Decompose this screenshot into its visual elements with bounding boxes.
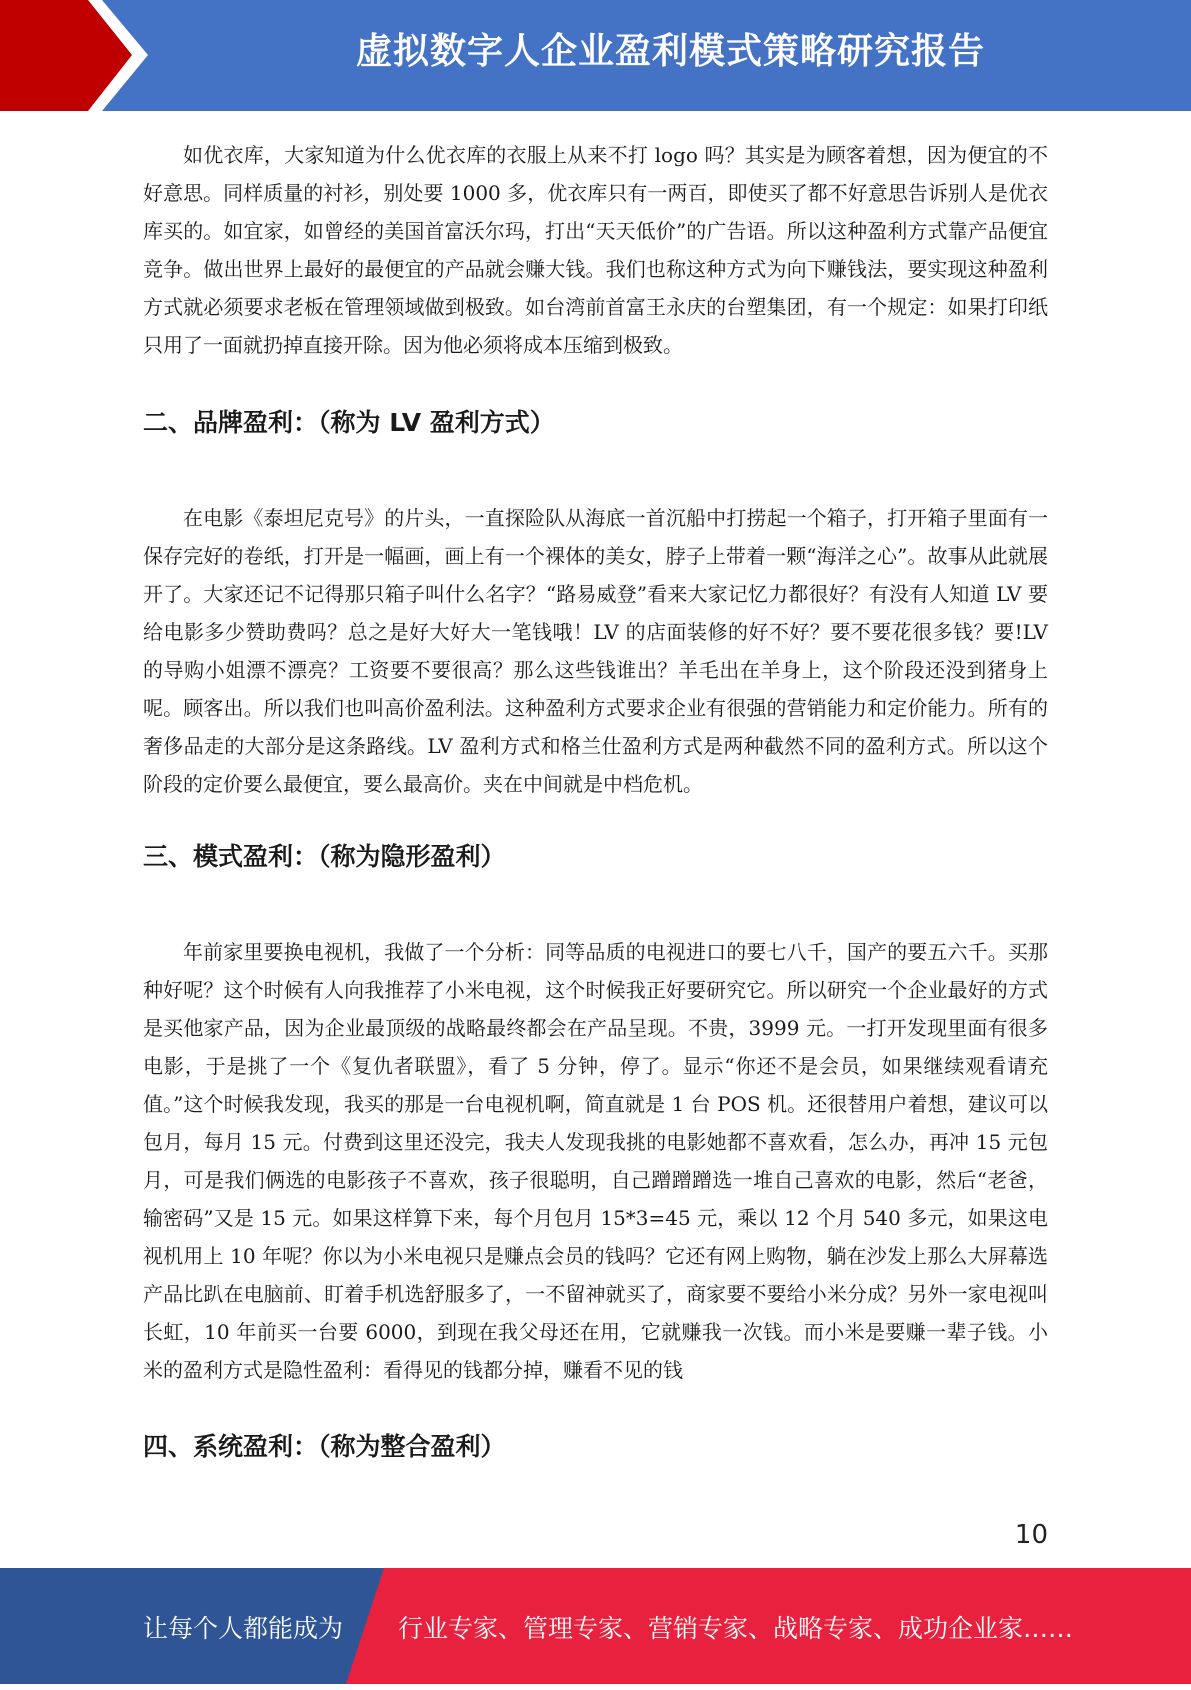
paragraph-model-profit: 年前家里要换电视机，我做了一个分析：同等品质的电视进口的要七八千，国产的要五六千。买那种好呢？这个时候有人向我推荐了小米电视，这个时候我正好要研究它。所以研究一个企业最好的方式是买他家产品，因为企业最顶级的战略最终都会在产品呈现。不贵，3999 元。一打开发现里面有很多电影，于是挑了一个《复仇者联盟》，看了 5 分钟，停了。显示“你还不是会员，如果继续观看请充值。”这个时候我发现，我买的那是一台电视机啊，简直就是 1 台 POS 机。还很替用户着想，建议可以包月，每月 15 元。付费到这里还没完，我夫人发现我挑的电影她都不喜欢看，怎么办，再冲 15 元包月，可是我们俩选的电影孩子不喜欢，孩子很聪明，自己蹭蹭蹭选一堆自己喜欢的电影，然后“老爸，输密码”又是 15 元。如果这样算下来，每个月包月 15*3=45 元，乘以 12 个月 540 多元，如果这电视机用上 10 年呢？你以为小米电视只是赚点会员的钱吗？它还有网上购物，躺在沙发上那么大屏幕选产品比趴在电脑前、盯着手机选舒服多了，一不留神就买了，商家要不要给小米分成？另外一家电视叫长虹，10 年前买一台要 6000，到现在我父母还在用，它就赚我一次钱。而小米是要赚一辈子钱。小米的盈利方式是隐性盈利：看得见的钱都分掉，赚看不见的钱	[143, 940, 1048, 1382]
page-content	[143, 136, 1048, 1467]
paragraph-brand-profit: 在电影《泰坦尼克号》的片头，一直探险队从海底一首沉船中打捞起一个箱子，打开箱子里面有一保存完好的卷纸，打开是一幅画，画上有一个裸体的美女，脖子上带着一颗“海洋之心”。故事从此就展开了。大家还记不记得那只箱子叫什么名字？“路易威登”看来大家记忆力都很好？有没有人知道 LV 要给电影多少赞助费吗？总之是好大好大一笔钱哦！LV 的店面装修的好不好？要不要花很多钱？要!LV 的导购小姐漂不漂亮？工资要不要很高？那么这些钱谁出？羊毛出在羊身上，这个阶段还没到猪身上呢。顾客出。所以我们也叫高价盈利法。这种盈利方式要求企业有很强的营销能力和定价能力。所有的奢侈品走的大部分是这条路线。LV 盈利方式和格兰仕盈利方式是两种截然不同的盈利方式。所以这个阶段的定价要么最便宜，要么最高价。夹在中间就是中档危机。	[143, 506, 1048, 796]
page-number: 10	[1014, 1520, 1048, 1550]
page-header	[0, 0, 1191, 111]
heading-model-profit: 三、模式盈利：（称为隐形盈利）	[143, 842, 506, 871]
footer-slogan-right: 行业专家、管理专家、营销专家、战略专家、成功企业家……	[398, 1614, 1074, 1643]
footer-slogan-left: 让每个人都能成为	[143, 1614, 344, 1643]
paragraph-intro: 如优衣库，大家知道为什么优衣库的衣服上从来不打 logo 吗？其实是为顾客着想，因为便宜的不好意思。同样质量的衬衫，别处要 1000 多，优衣库只有一两百，即使买了都不好意思告诉别人是优衣库买的。如宜家，如曾经的美国首富沃尔玛，打出“天天低价”的广告语。所以这种盈利方式靠产品便宜竞争。做出世界上最好的最便宜的产品就会赚大钱。我们也称这种方式为向下赚钱法，要实现这种盈利方式就必须要求老板在管理领域做到极致。如台湾前首富王永庆的台塑集团，有一个规定：如果打印纸只用了一面就扔掉直接开除。因为他必须将成本压缩到极致。	[143, 143, 1048, 357]
heading-system-profit: 四、系统盈利：（称为整合盈利）	[143, 1432, 506, 1461]
page-footer	[0, 1568, 1191, 1684]
heading-brand-profit: 二、品牌盈利：（称为 LV 盈利方式）	[143, 408, 555, 437]
header-arrow-decoration	[0, 0, 160, 111]
report-title: 虚拟数字人企业盈利模式策略研究报告	[355, 31, 985, 72]
